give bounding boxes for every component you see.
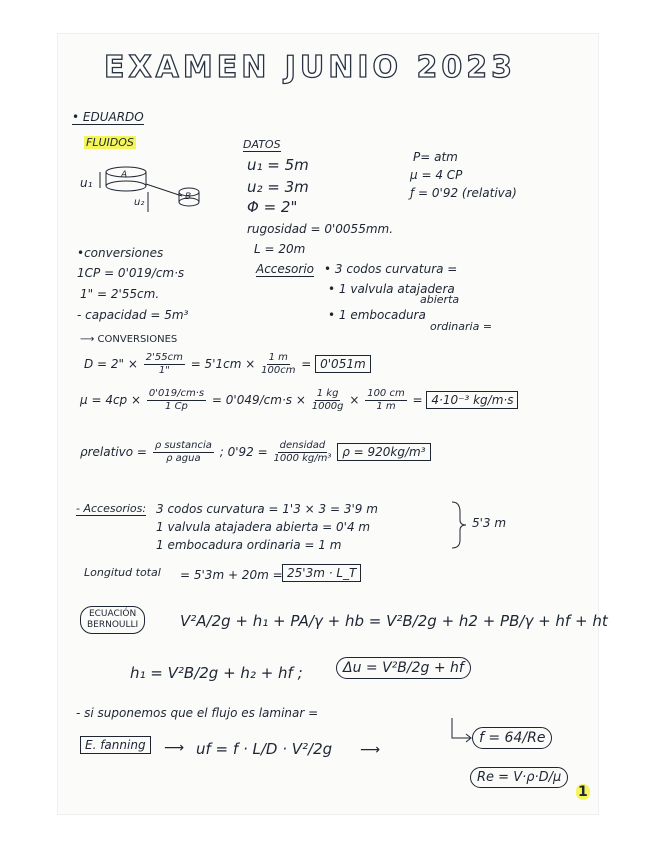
datos-right: μ = 4 CP <box>410 168 463 182</box>
arrow-icon: ⟶ <box>164 740 185 756</box>
accesorios-heading: Accesorio <box>256 262 314 276</box>
conversion-item: 1CP = 0'019/cm·s <box>77 266 185 280</box>
laminar-note: - si suponemos que el flujo es laminar = <box>76 706 319 720</box>
diagram-b: B <box>185 192 192 202</box>
brace <box>450 500 470 550</box>
accesorios-sum-label: - Accesorios: <box>76 502 147 515</box>
eq-viscosity: μ = 4cp × $\frac{0'019/cm\cdot s}{1 Cp}$ = 0'049/cm·s × $\frac{1 kg}{1000g}$ × $\frac{100 cm}{1 m}$ = 4·10⁻³ kg/m·s <box>80 388 518 413</box>
datos-right: ƒ = 0'92 (relativa) <box>410 186 517 200</box>
datos-heading: DATOS <box>243 138 281 151</box>
datos-item: L = 20m <box>254 242 306 256</box>
accesorio-sum-row: 1 valvula atajadera abierta = 0'4 m <box>156 520 371 534</box>
reynolds-result: Re = V·ρ·D/μ <box>470 770 568 785</box>
section-label: FLUIDOS <box>86 136 134 149</box>
datos-item: u₂ = 3m <box>247 178 309 196</box>
eq-diameter: D = 2" × $\frac{2'55cm}{1"}$ = 5'1cm × $\frac{1 m}{100cm}$ = 0'051m <box>84 352 371 377</box>
page-title: EXAMEN JUNIO 2023 <box>104 50 516 85</box>
fanning-label: E. fanning <box>80 738 151 752</box>
datos-item: rugosidad = 0'0055mm. <box>247 222 394 236</box>
accesorio-sum-row: 3 codos curvatura = 1'3 × 3 = 3'9 m <box>156 502 378 516</box>
fanning-equation: uf = f · L/D · V²/2g <box>196 740 333 758</box>
accesorios-total: 5'3 m <box>472 516 507 530</box>
diameter-result: 0'051m <box>315 355 371 373</box>
longitud-label: Longitud total <box>84 566 161 579</box>
longitud-result: 25'3m · L_T <box>282 566 361 580</box>
accesorio-item: • 1 embocadura <box>328 308 426 322</box>
diagram-a: A <box>121 170 128 180</box>
datos-item: u₁ = 5m <box>247 156 309 174</box>
student-name: • EDUARDO <box>72 110 144 124</box>
datos-right: P= atm <box>413 150 458 164</box>
bernoulli-label: ECUACIÓN BERNOULLI <box>80 606 145 634</box>
conversiones-heading: •conversiones <box>77 246 164 260</box>
bernoulli-equation: V²A/2g + h₁ + PA/γ + hb = V²B/2g + h2 + PB/γ + hf + ht <box>180 612 608 630</box>
conversiones-subheading: ⟶ CONVERSIONES <box>80 334 178 345</box>
accesorio-item: • 3 codos curvatura = <box>324 262 458 276</box>
viscosity-result: 4·10⁻³ kg/m·s <box>426 391 518 409</box>
diagram-u2: u₂ <box>134 197 145 208</box>
diagram-u1: u₁ <box>80 176 93 190</box>
datos-item: Φ = 2" <box>247 198 298 216</box>
accesorio-item: abierta <box>420 293 460 306</box>
conversion-item: 1" = 2'55cm. <box>80 287 160 301</box>
friction-factor-result: f = 64/Re <box>472 730 552 746</box>
accesorio-item: ordinaria = <box>430 320 493 333</box>
conversion-item: - capacidad = 5m³ <box>77 308 189 322</box>
accesorio-sum-row: 1 embocadura ordinaria = 1 m <box>156 538 342 552</box>
bernoulli-result: Δu = V²B/2g + hf <box>336 660 471 676</box>
longitud-eq: = 5'3m + 20m = <box>180 568 283 582</box>
page-number: 1 <box>578 784 588 800</box>
arrow-icon: ⟶ <box>360 742 381 758</box>
bernoulli-equation-2: h₁ = V²B/2g + h₂ + hf ; <box>130 664 303 682</box>
eq-density: ρrelativo = $\frac{\text{ρ sustancia}}{\text{ρ agua}}$ ; 0'92 = $\frac{\text{densidad}}{\text{1000 kg/m³}}$ ρ = 920kg/m³ <box>80 440 431 465</box>
accesorio-item: • 1 valvula atajadera <box>328 282 455 296</box>
density-result: ρ = 920kg/m³ <box>337 443 430 461</box>
paper-sheet <box>58 34 598 814</box>
